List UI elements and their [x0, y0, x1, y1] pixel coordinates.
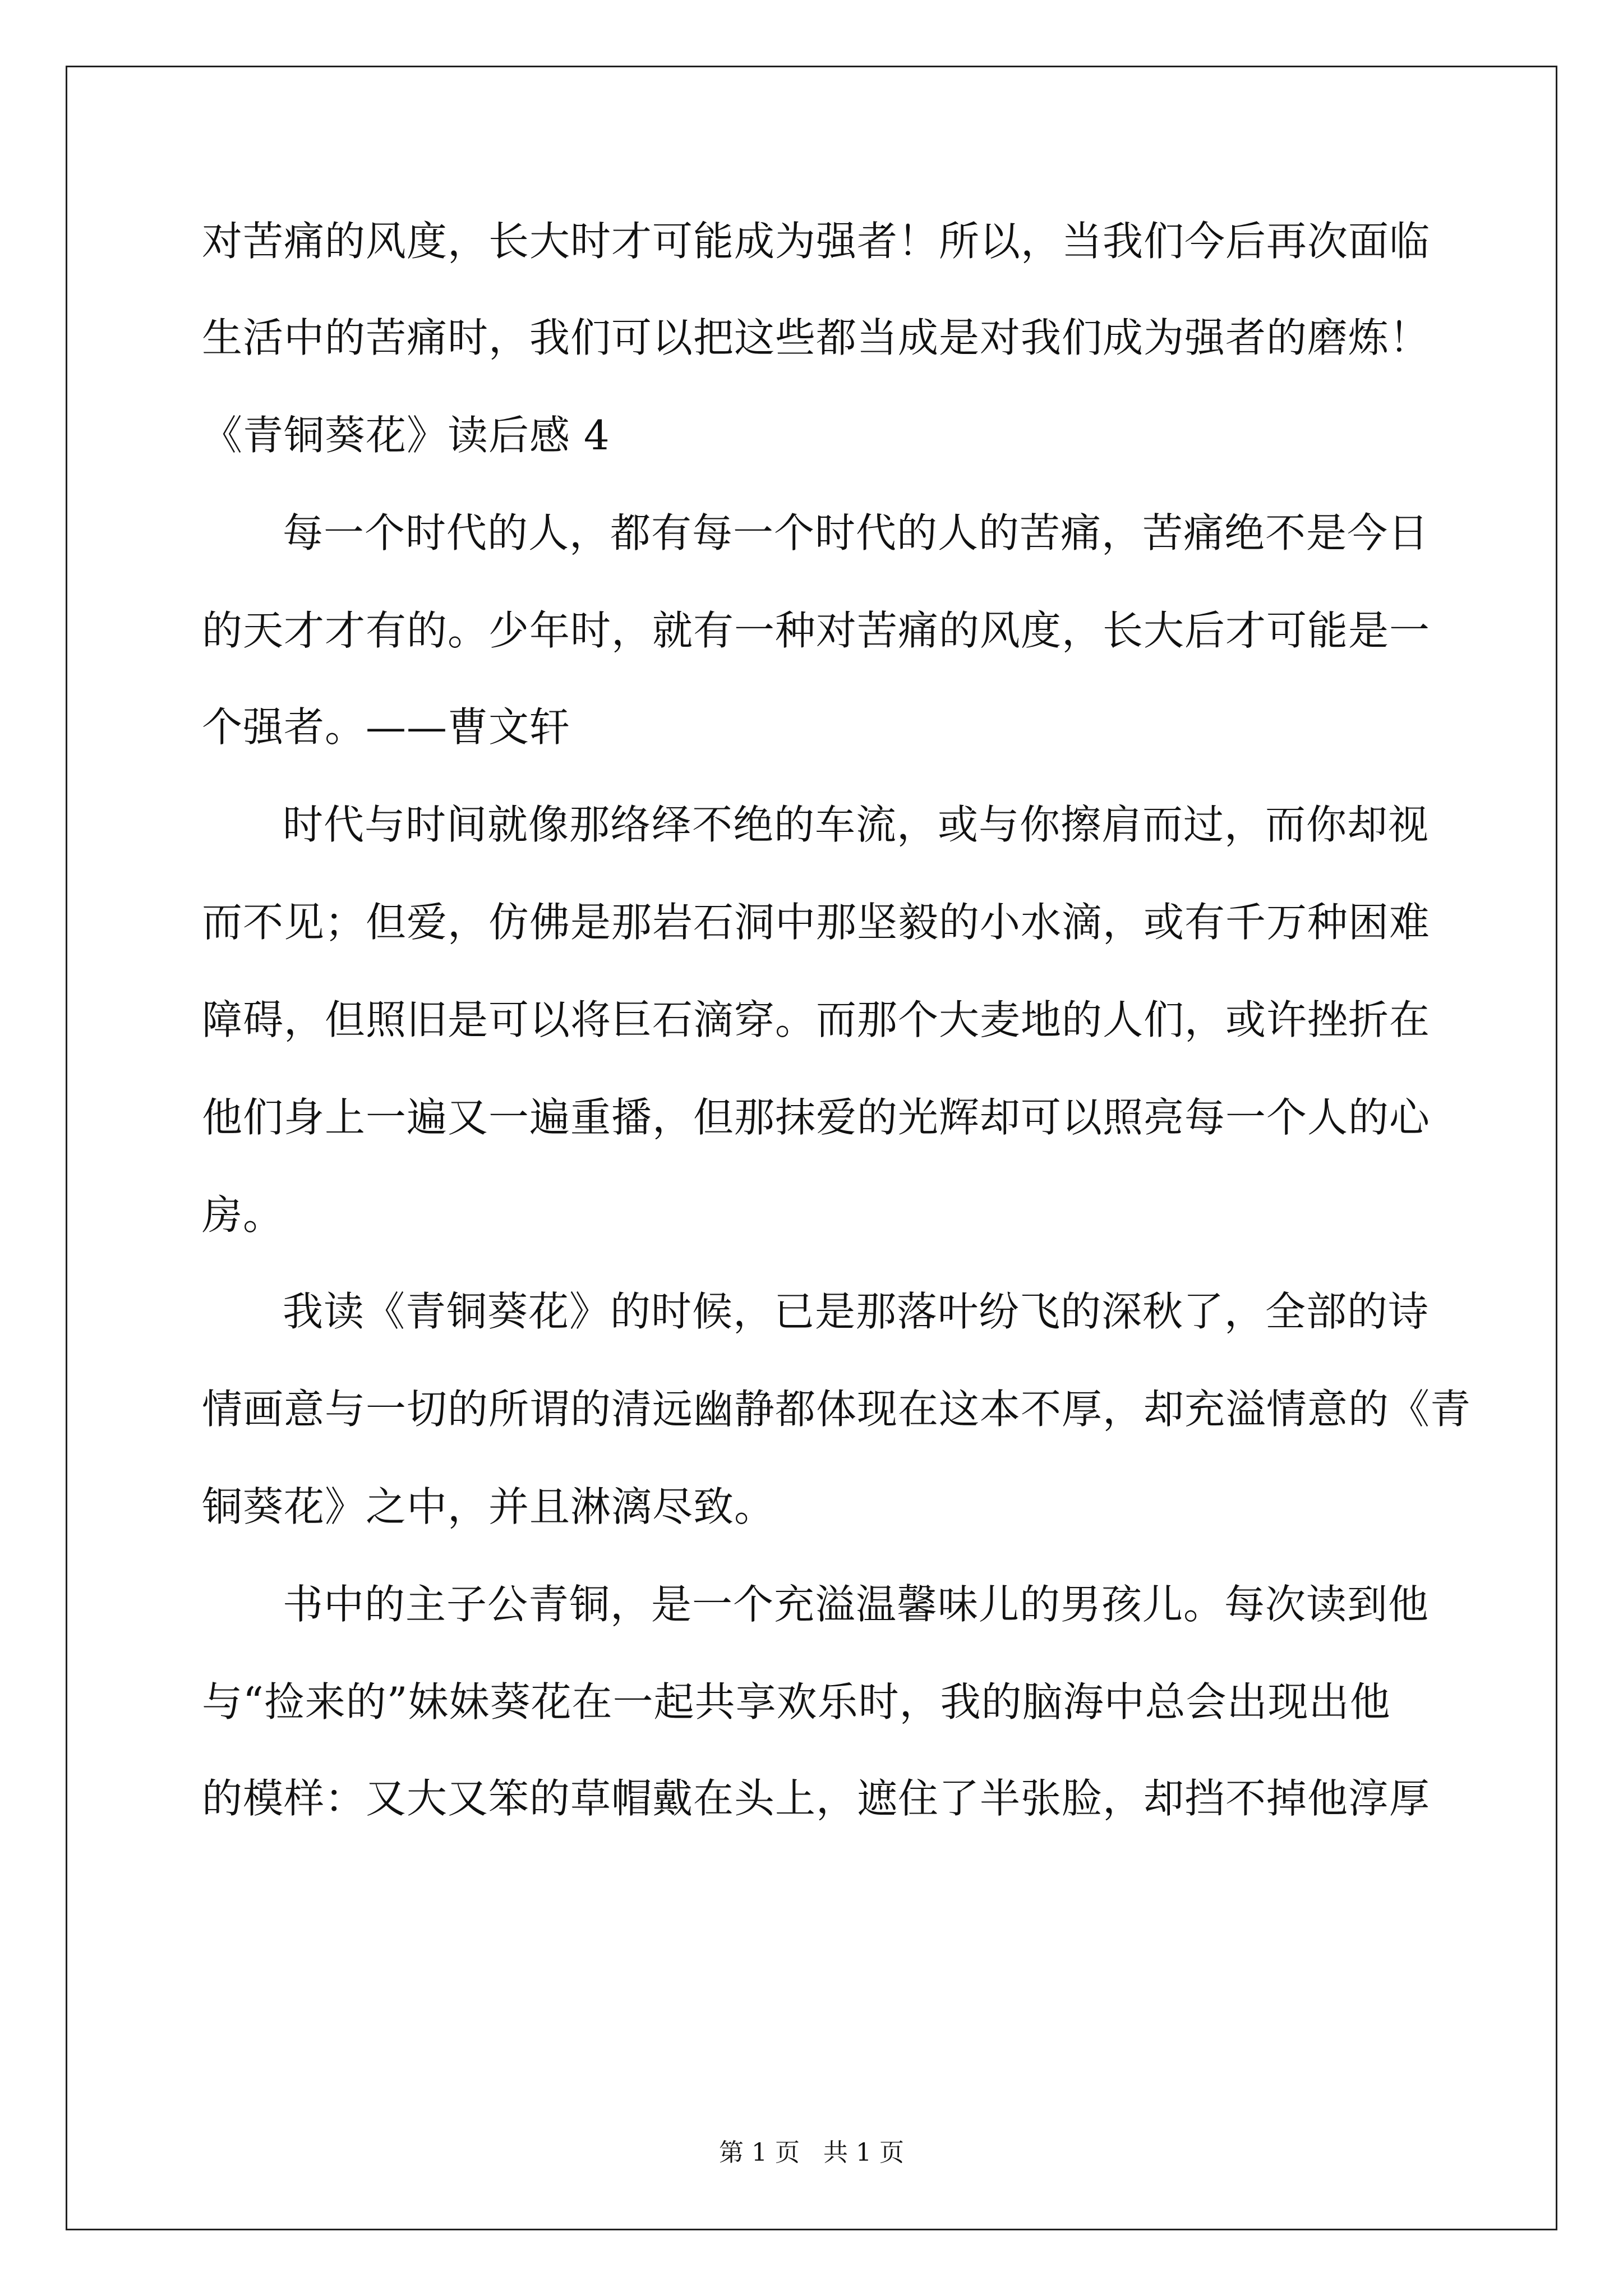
text-line: 的模样：又大又笨的草帽戴在头上，遮住了半张脸，却挡不掉他淳厚 [202, 1775, 1431, 1822]
text-line: 情画意与一切的所谓的清远幽静都体现在这本不厚，却充溢情意的《青 [202, 1386, 1472, 1433]
text-line: 障碍，但照旧是可以将巨石滴穿。而那个大麦地的人们，或许挫折在 [202, 996, 1431, 1043]
text-line: 对苦痛的风度，长大时才可能成为强者！所以，当我们今后再次面临 [202, 218, 1431, 265]
text-line: 而不见；但爱，仿佛是那岩石洞中那坚毅的小水滴，或有千万种困难 [202, 899, 1431, 946]
text-line: 生活中的苦痛时，我们可以把这些都当成是对我们成为强者的磨炼！ [202, 314, 1431, 361]
section-heading: 《青铜葵花》读后感 4 [202, 412, 610, 459]
text-line: 房。 [202, 1191, 284, 1239]
text-line: 铜葵花》之中，并且淋漓尽致。 [202, 1483, 776, 1530]
paragraph-first-line: 书中的主子公青铜，是一个充溢温馨味儿的男孩儿。每次读到他 [283, 1581, 1430, 1628]
paragraph-first-line: 每一个时代的人，都有每一个时代的人的苦痛，苦痛绝不是今日 [283, 509, 1430, 556]
page-number-current: 第 1 页 [719, 2138, 800, 2167]
page-border [66, 66, 1557, 2230]
page-footer [0, 2136, 1623, 2170]
paragraph-first-line: 我读《青铜葵花》的时候，已是那落叶纷飞的深秋了，全部的诗 [283, 1288, 1430, 1335]
page-number-total: 共 1 页 [823, 2138, 904, 2167]
quote-attribution: 个强者。——曹文轩 [202, 703, 571, 751]
text-line: 与“捡来的”妹妹葵花在一起共享欢乐时，我的脑海中总会出现出他 [202, 1678, 1391, 1726]
text-line: 的天才才有的。少年时，就有一种对苦痛的风度，长大后才可能是一 [202, 607, 1431, 654]
text-line: 他们身上一遍又一遍重播，但那抹爱的光辉却可以照亮每一个人的心 [202, 1094, 1431, 1141]
paragraph-first-line: 时代与时间就像那络绎不绝的车流，或与你擦肩而过，而你却视 [283, 801, 1430, 848]
